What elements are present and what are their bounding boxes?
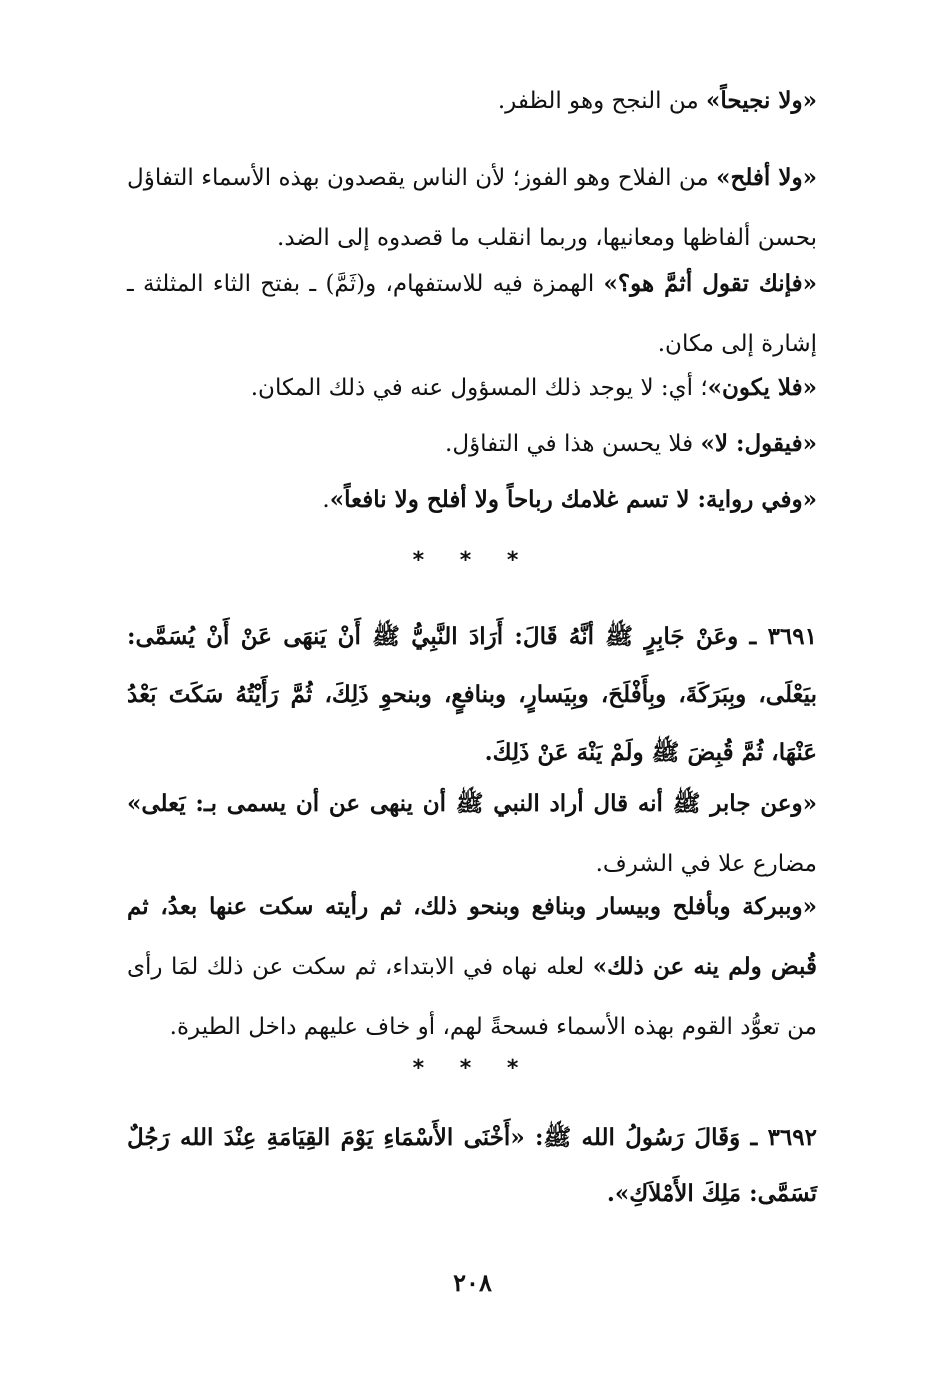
quote-lead: «ولا نجيحاً» — [705, 87, 817, 114]
hadith-text: ـ وَقَالَ رَسُولُ الله ﷺ: «أَخْنَى الأَسْمَاءِ يَوْمَ القِيَامَةِ عِنْدَ الله رَجُلٌ تَسَمَّى: مَلِكَ الأَمْلاَكِ». — [127, 1124, 817, 1207]
paragraph-riwaya — [127, 470, 817, 530]
explanation-text: الهمزة فيه للاستفهام، و(ثَمَّ) ـ بفتح الثاء المثلثة ـ إشارة إلى مكان. — [127, 271, 817, 357]
explanation-text: فلا يحسن هذا في التفاؤل. — [445, 431, 701, 457]
quote-lead: «وعن جابر ﷺ أنه قال أراد النبي ﷺ أن ينهى عن أن يسمى بـ: يَعلى» — [127, 790, 817, 817]
explanation-text: من النجح وهو الظفر. — [497, 88, 706, 114]
section-separator: * * * — [412, 1056, 533, 1081]
hadith-number: ٣٦٩٢ — [767, 1124, 817, 1151]
hadith-number: ٣٦٩١ — [767, 623, 817, 650]
paragraph-la-aflah — [127, 148, 817, 268]
explanation-text: لعله نهاه في الابتداء، ثم سكت عن ذلك لمَا رأى من تعوُّد القوم بهذه الأسماء فسحةً لهم، أو خاف عليهم داخل الطيرة. — [127, 954, 817, 1040]
paragraph-fayaqul-la — [127, 414, 817, 474]
quote-lead: «فلا يكون» — [707, 374, 817, 401]
paragraph-la-najihan — [127, 71, 817, 131]
section-separator: * * * — [412, 548, 533, 573]
explanation-text: من الفلاح وهو الفوز؛ لأن الناس يقصدون بهذه الأسماء التفاؤل بحسن ألفاظها ومعانيها، وربما انقلب ما قصدوه إلى الضد. — [127, 165, 817, 251]
quote-lead: «فإنك تقول أثمَّ هو؟» — [603, 270, 817, 297]
quote-lead: «ولا أفلح» — [716, 164, 818, 191]
hadith-3691 — [127, 608, 817, 782]
paragraph-athamma-huwa — [127, 254, 817, 374]
commentary-barakah — [127, 877, 817, 1057]
page-number: ٢٠٨ — [453, 1268, 492, 1297]
explanation-text: ؛ أي: لا يوجد ذلك المسؤول عنه في ذلك المكان. — [250, 375, 708, 401]
explanation-text: . — [322, 487, 330, 513]
hadith-3692 — [127, 1110, 817, 1222]
paragraph-fala-yakun — [127, 358, 817, 418]
quote-lead: «وفي رواية: لا تسم غلامك رباحاً ولا أفلح ولا نافعاً» — [329, 486, 817, 513]
commentary-jabir — [127, 774, 817, 894]
explanation-text: مضارع علا في الشرف. — [595, 851, 817, 877]
hadith-text: ـ وعَنْ جَابِرٍ ﷺ أنَّهُ قَالَ: أَرَادَ النَّبِيُّ ﷺ أَنْ يَنهَى عَنْ أَنْ يُسَمَّى: بيَعْلَى، وبِبَرَكَةَ، وبِأَفْلَحَ، وبِيَسارٍ، وبنافعٍ، وبنحوِ ذَلِكَ، ثُمَّ رَأَيْتُهُ سَكَتَ بَعْدُ عَنْهَا، ثُمَّ قُبِضَ ﷺ ولَمْ يَنْهَ عَنْ ذَلِكَ. — [127, 623, 817, 766]
quote-lead: «فيقول: لا» — [700, 430, 817, 457]
quote-lead: «وببركة وبأفلح وبيسار وبنافع وبنحو ذلك، ثم رأيته سكت عنها بعدُ، ثم قُبض ولم ينه عن ذلك» — [127, 893, 817, 980]
